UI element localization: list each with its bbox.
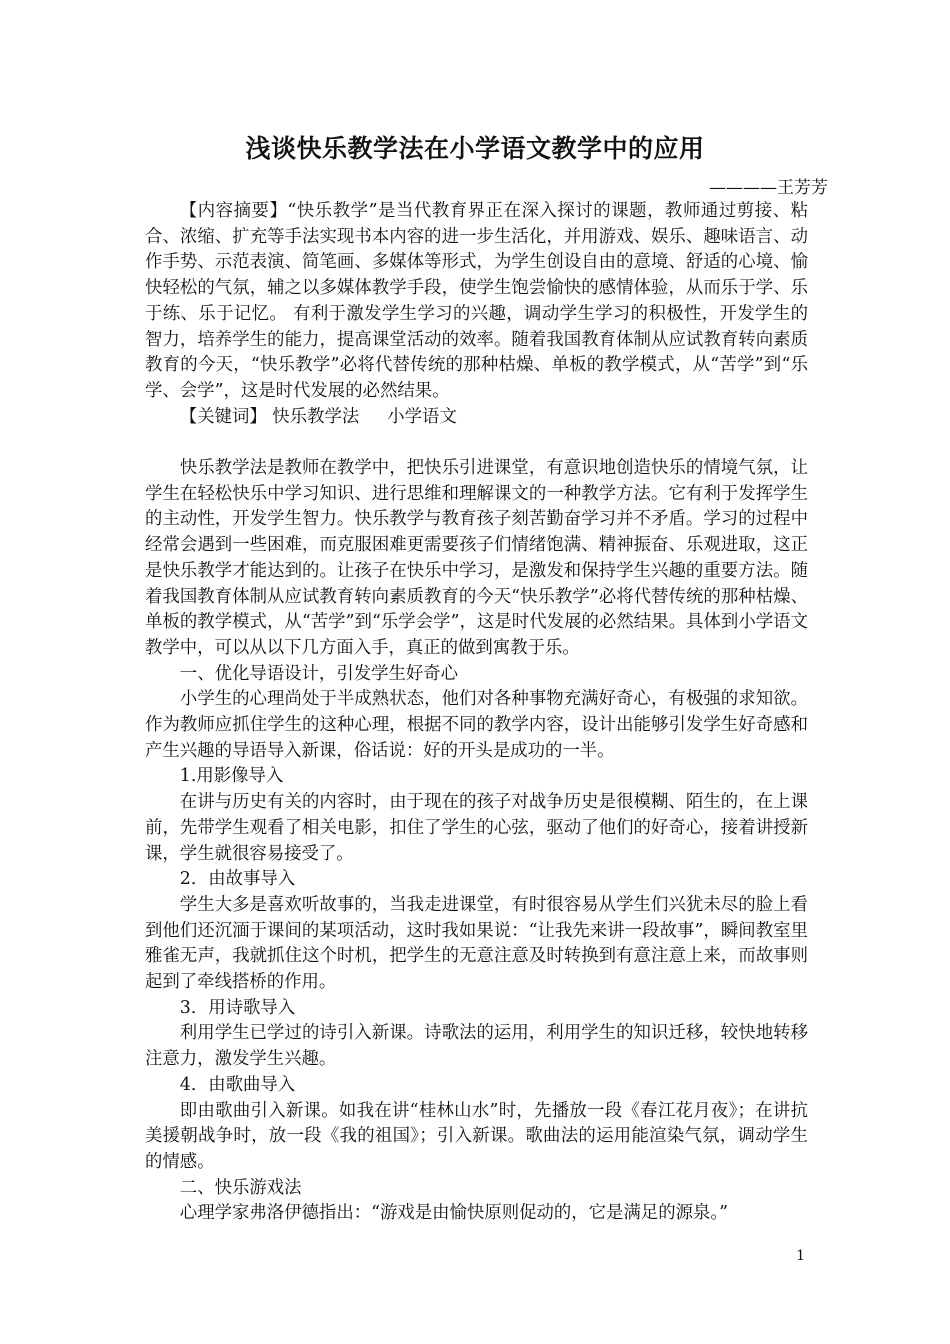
body-paragraph: 心理学家弗洛伊德指出：“游戏是由愉快原则促动的，它是满足的源泉。” [179,1203,728,1224]
author-line: ————王芳芳 [709,178,828,198]
body-paragraph: 在讲与历史有关的内容时，由于现在的孩子对战争历史是很模糊、陌生的，在上课前，先带学生观看了相关电影，扣住了学生的心弦，驱动了他们的好奇心，接着讲授新课，学生就很容易接受了。 [145,792,808,864]
subsection-heading: 1.用影像导入 [179,766,284,787]
section-heading: 一、优化导语设计，引发学生好奇心 [179,663,459,684]
page-number: 1 [796,1248,805,1264]
keywords-label: 【关键词】 [179,406,267,427]
document-body [145,199,808,1227]
blank-line [145,430,808,456]
keyword-item: 快乐教学法 [272,406,360,427]
body-paragraph: 利用学生已学过的诗引入新课。诗歌法的运用，利用学生的知识迁移，较快地转移注意力，激发学生兴趣。 [145,1023,808,1070]
subsection-heading: 3．用诗歌导入 [179,997,296,1018]
body-paragraph: 快乐教学法是教师在教学中，把快乐引进课堂，有意识地创造快乐的情境气氛，让学生在轻松快乐中学习知识、进行思维和理解课文的一种教学方法。它有利于发挥学生的主动性，开发学生智力。快乐教学与教育孩子刻苦勤奋学习并不矛盾。学习的过程中经常会遇到一些困难，而克服困难更需要孩子们情绪饱满、精神振奋、乐观进取，这正是快乐教学才能达到的。让孩子在快乐中学习，是激发和保持学生兴趣的重要方法。随着我国教育体制从应试教育转向素质教育的今天“快乐教学”必将代替传统的那种枯燥、单板的教学模式，从“苦学”到“乐学会学”，这是时代发展的必然结果。具体到小学语文教学中，可以从以下几方面入手，真正的做到寓教于乐。 [145,458,808,658]
subsection-heading: 2．由故事导入 [179,869,296,890]
document-title: 浅谈快乐教学法在小学语文教学中的应用 [245,134,705,163]
subsection-heading: 4．由歌曲导入 [179,1074,296,1095]
abstract-paragraph: 【内容摘要】“快乐教学”是当代教育界正在深入探讨的课题，教师通过剪接、粘合、浓缩、扩充等手法实现书本内容的进一步生活化，并用游戏、娱乐、趣味语言、动作手势、示范表演、简笔画、多媒体等形式，为学生创设自由的意境、舒适的心境、愉快轻松的气氛，辅之以多媒体教学手段，使学生饱尝愉快的感情体验，从而乐于学、乐于练、乐于记忆。 有利于激发学生学习的兴趣，调动学生学习的积极性，开发学生的智力，培养学生的能力，提高课堂活动的效率。随着我国教育体制从应试教育转向素质教育的今天，“快乐教学”必将代替传统的那种枯燥、单板的教学模式，从“苦学”到“乐学、会学”，这是时代发展的必然结果。 [145,201,808,401]
keyword-item: 小学语文 [387,406,457,427]
body-paragraph: 即由歌曲引入新课。如我在讲“桂林山水”时，先播放一段《春江花月夜》；在讲抗美援朝战争时，放一段《我的祖国》；引入新课。歌曲法的运用能渲染气氛，调动学生的情感。 [145,1100,808,1172]
keywords-line [145,405,808,431]
section-heading: 二、快乐游戏法 [179,1177,302,1198]
body-paragraph: 小学生的心理尚处于半成熟状态，他们对各种事物充满好奇心，有极强的求知欲。作为教师应抓住学生的这种心理，根据不同的教学内容，设计出能够引发学生好奇感和产生兴趣的导语导入新课，俗话说：好的开头是成功的一半。 [145,689,808,761]
body-paragraph: 学生大多是喜欢听故事的，当我走进课堂，有时很容易从学生们兴犹未尽的脸上看到他们还沉湎于课间的某项活动，这时我如果说：“让我先来讲一段故事”，瞬间教室里雅雀无声，我就抓住这个时机，把学生的无意注意及时转换到有意注意上来，而故事则起到了牵线搭桥的作用。 [145,894,808,993]
